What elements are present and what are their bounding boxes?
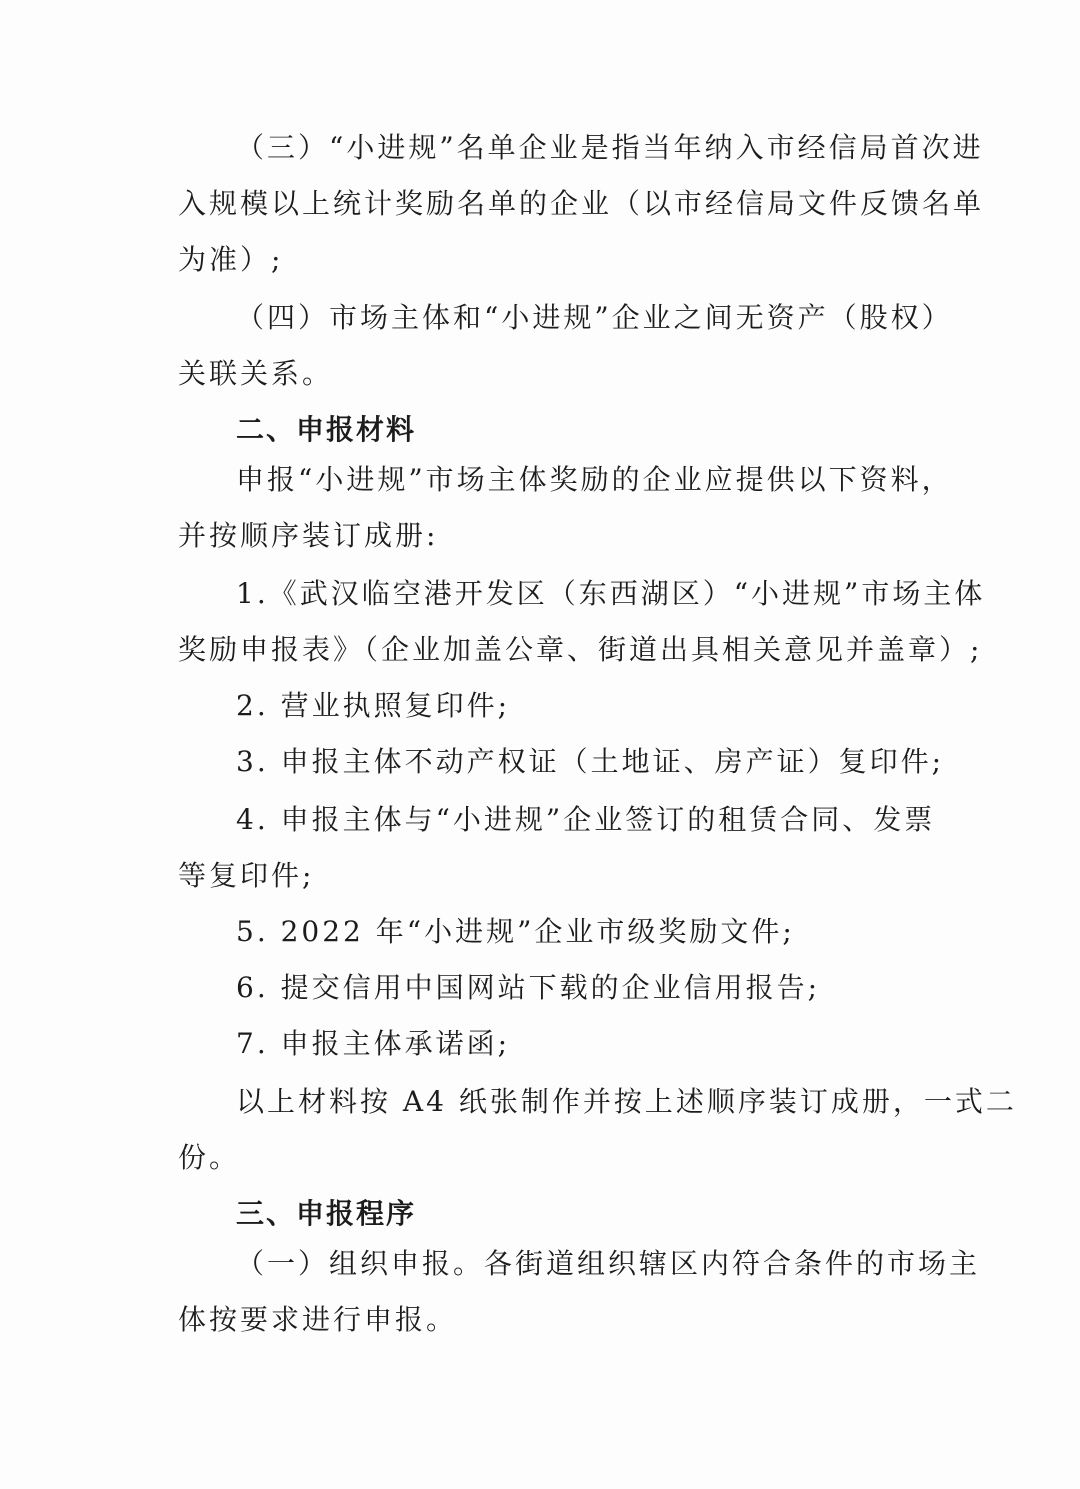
section-heading: 三、申报程序 — [236, 1197, 417, 1230]
list-item-line: 奖励申报表》（企业加盖公章、街道出具相关意见并盖章）; — [178, 633, 983, 666]
list-item-line: 1.《武汉临空港开发区（东西湖区）“小进规”市场主体 — [236, 577, 986, 610]
paragraph-line: 为准）; — [178, 243, 284, 276]
paragraph-line: 关联关系。 — [178, 357, 334, 390]
paragraph-line: 以上材料按 A4 纸张制作并按上述顺序装订成册，一式二 — [236, 1085, 1017, 1118]
list-item-line: 5. 2022 年“小进规”企业市级奖励文件; — [236, 915, 795, 948]
paragraph-line: （四）市场主体和“小进规”企业之间无资产（股权） — [236, 301, 953, 334]
paragraph-line: 份。 — [178, 1141, 241, 1174]
section-heading: 二、申报材料 — [236, 413, 417, 446]
paragraph-line: （三）“小进规”名单企业是指当年纳入市经信局首次进 — [236, 131, 984, 164]
list-item-line: 7. 申报主体承诺函; — [236, 1027, 511, 1060]
list-item-line: 3. 申报主体不动产权证（土地证、房产证）复印件; — [236, 745, 945, 778]
list-item-line: 6. 提交信用中国网站下载的企业信用报告; — [236, 971, 821, 1004]
paragraph-line: 申报“小进规”市场主体奖励的企业应提供以下资料， — [236, 463, 953, 496]
list-item-line: 4. 申报主体与“小进规”企业签订的租赁合同、发票 — [236, 803, 936, 836]
paragraph-line: 并按顺序装订成册: — [178, 519, 439, 552]
paragraph-line: 入规模以上统计奖励名单的企业（以市经信局文件反馈名单 — [178, 187, 985, 220]
list-item-line: 等复印件; — [178, 859, 315, 892]
paragraph-line: 体按要求进行申报。 — [178, 1303, 458, 1336]
list-item-line: 2. 营业执照复印件; — [236, 689, 511, 722]
paragraph-line: （一）组织申报。各街道组织辖区内符合条件的市场主 — [236, 1247, 981, 1280]
